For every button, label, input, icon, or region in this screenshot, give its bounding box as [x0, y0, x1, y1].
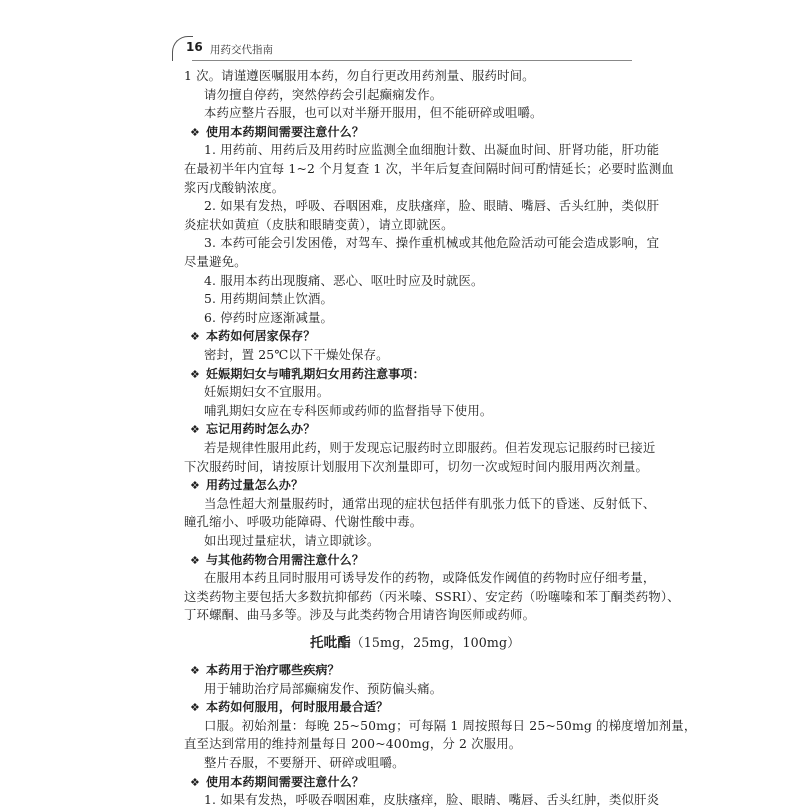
paragraph-line: 1. 如果有发热，呼吸吞咽困难，皮肤瘙痒，脸、眼睛、嘴唇、舌头红肿，类似肝炎 — [204, 792, 660, 808]
running-header — [172, 36, 632, 64]
paragraph-line: 1. 用药前、用药后及用药时应监测全血细胞计数、出凝血时间、肝肾功能，肝功能 — [204, 142, 660, 158]
diamond-bullet-icon: ❖ — [190, 367, 201, 381]
diamond-bullet-icon: ❖ — [190, 775, 201, 789]
continuation-line: 瞳孔缩小、呼吸功能障碍、代谢性酸中毒。 — [184, 514, 423, 530]
drug-name: 托吡酯 — [310, 635, 351, 651]
paragraph-line: 如出现过量症状，请立即就诊。 — [204, 533, 380, 548]
question-text: 使用本药期间需要注意什么？ — [206, 124, 364, 139]
paragraph-line: 若是规律性服用此药，则于发现忘记服药时立即服药。但若发现忘记服药时已接近 — [204, 440, 656, 455]
paragraph-line: 3. 本药可能会引发困倦，对驾车、操作重机械或其他危险活动可能会造成影响，宜 — [204, 235, 660, 251]
book-title: 用药交代指南 — [210, 44, 273, 56]
paragraph-line: 整片吞服，不要掰开、研碎或咀嚼。 — [204, 755, 405, 770]
continuation-line: 丁环螺酮、曲马多等。涉及与此类药物合用请咨询医师或药师。 — [184, 607, 536, 623]
continuation-line: 直至达到常用的维持剂量每日 200~400mg，分 2 次服用。 — [184, 736, 522, 752]
question-text: 本药如何服用，何时服用最合适？ — [206, 700, 389, 715]
paragraph-line: 在服用本药且同时服用可诱导发作的药物，或降低发作阈值的药物时应仔细考量， — [204, 570, 656, 586]
continuation-line: 尽量避免。 — [184, 254, 247, 269]
paragraph-line: 口服。初始剂量：每晚 25~50mg；可每隔 1 周按照每日 25~50mg 的梯度增加剂量， — [204, 717, 697, 733]
header-rule — [192, 60, 632, 61]
drug-doses: （15mg，25mg，100mg） — [350, 635, 520, 650]
question-heading — [0, 772, 800, 792]
question-heading — [0, 419, 800, 439]
question-heading — [0, 697, 800, 717]
continuation-line: 在最初半年内宜每 1~2 个月复查 1 次，半年后复查间隔时间可酌情延长；必要时监测血 — [184, 161, 674, 176]
paragraph-line: 密封，置 25℃以下干燥处保存。 — [204, 347, 389, 362]
continuation-line: 1 次。请谨遵医嘱服用本药，勿自行更改用药剂量、服药时间。 — [184, 68, 535, 83]
paragraph-line: 请勿擅自停药，突然停药会引起癫痫发作。 — [204, 86, 443, 102]
question-text: 本药如何居家保存？ — [206, 329, 316, 344]
question-heading — [0, 326, 800, 346]
page-number: 16 — [186, 40, 203, 54]
continuation-line: 这类药物主要包括大多数抗抑郁药（丙米嗪、SSRI）、安定药（吩噻嗪和苯丁酮类药物）、 — [184, 588, 680, 604]
diamond-bullet-icon: ❖ — [190, 701, 201, 715]
question-heading — [0, 660, 800, 680]
paragraph-line: 5. 用药期间禁止饮酒。 — [204, 291, 334, 307]
question-heading — [0, 364, 800, 384]
paragraph-line: 妊娠期妇女不宜服用。 — [204, 384, 330, 400]
paragraph-line: 本药应整片吞服，也可以对半掰开服用，但不能研碎或咀嚼。 — [204, 105, 543, 121]
continuation-line: 下次服药时间，请按原计划服用下次剂量即可，切勿一次或短时间内服用两次剂量。 — [184, 458, 649, 474]
diamond-bullet-icon: ❖ — [190, 553, 201, 567]
question-heading — [0, 122, 800, 142]
question-text: 妊娠期妇女与哺乳期妇女用药注意事项： — [206, 366, 425, 381]
paragraph-line: 用于辅助治疗局部癫痫发作、预防偏头痛。 — [204, 680, 443, 696]
question-text: 使用本药期间需要注意什么？ — [206, 774, 364, 789]
paragraph-line: 当急性超大剂量服药时，通常出现的症状包括伴有肌张力低下的昏迷、反射低下、 — [204, 495, 656, 511]
continuation-line: 炎症状如黄疸（皮肤和眼睛变黄），请立即就医。 — [184, 216, 454, 232]
question-text: 忘记用药时怎么办？ — [206, 422, 316, 437]
question-text: 用药过量怎么办？ — [206, 478, 304, 493]
diamond-bullet-icon: ❖ — [190, 330, 201, 344]
question-text: 与其他药物合用需注意什么？ — [206, 552, 364, 567]
diamond-bullet-icon: ❖ — [190, 664, 201, 677]
paragraph-line: 哺乳期妇女应在专科医师或药师的监督指导下使用。 — [204, 402, 493, 418]
paragraph-line: 2. 如果有发热，呼吸、吞咽困难，皮肤瘙痒，脸、眼睛、嘴唇、舌头红肿，类似肝 — [204, 198, 660, 214]
question-heading — [0, 550, 800, 570]
continuation-line: 浆丙戊酸钠浓度。 — [184, 179, 285, 195]
paragraph-line: 6. 停药时应逐渐减量。 — [204, 309, 334, 325]
drug-heading — [0, 630, 800, 656]
diamond-bullet-icon: ❖ — [190, 479, 201, 493]
question-text: 本药用于治疗哪些疾病？ — [206, 663, 340, 677]
paragraph-line: 4. 服用本药出现腹痛、恶心、呕吐时应及时就医。 — [204, 272, 484, 288]
diamond-bullet-icon: ❖ — [190, 125, 201, 139]
question-heading — [0, 475, 800, 495]
diamond-bullet-icon: ❖ — [190, 423, 201, 437]
